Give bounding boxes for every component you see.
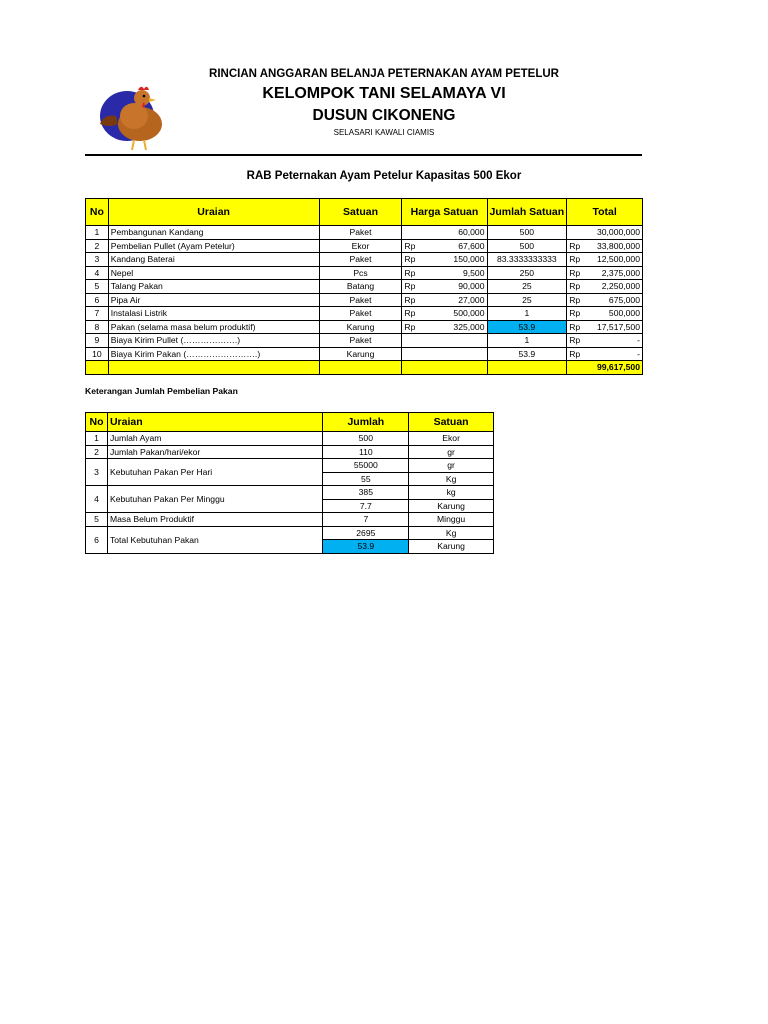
cell-total (567, 347, 643, 361)
cell-harga-value: 500,000 (453, 308, 485, 319)
cell-no: 6 (86, 293, 109, 307)
cell-satuan: Karung (409, 540, 494, 554)
cell-uraian: Kandang Baterai (108, 253, 319, 267)
cell-uraian: Biaya Kirim Pakan (…………………….) (108, 347, 319, 361)
pakan-table (85, 412, 494, 554)
currency-label: Rp (404, 254, 416, 265)
cell-total-value: 2,250,000 (601, 281, 640, 292)
cell-total-value: 30,000,000 (596, 227, 640, 238)
cell-harga (402, 334, 487, 348)
cell-jumlah: 25 (487, 280, 567, 294)
cell-satuan: Karung (319, 320, 402, 334)
rab-title: RAB Peternakan Ayam Petelur Kapasitas 500 Ekor (246, 170, 522, 182)
empty-cell (402, 361, 487, 375)
cell-uraian: Kebutuhan Pakan Per Hari (107, 459, 322, 486)
cell-no: 7 (86, 307, 109, 321)
cell-harga (402, 347, 487, 361)
col-satuan: Satuan (319, 199, 402, 226)
table-row (86, 226, 643, 240)
cell-uraian: Pembelian Pullet (Ayam Petelur) (108, 239, 319, 253)
cell-no: 5 (86, 513, 108, 527)
col-satuan: Satuan (409, 413, 494, 432)
cell-uraian: Kebutuhan Pakan Per Minggu (107, 486, 322, 513)
table-row (86, 266, 643, 280)
cell-harga (402, 293, 487, 307)
cell-jumlah: 1 (487, 334, 567, 348)
col-harga: Harga Satuan (402, 199, 487, 226)
cell-harga (402, 253, 487, 267)
cell-no: 10 (86, 347, 109, 361)
cell-harga-value: 67,600 (458, 240, 485, 251)
col-no: No (86, 413, 108, 432)
currency-label: Rp (404, 308, 416, 319)
cell-satuan: kg (409, 486, 494, 500)
cell-satuan: Paket (319, 307, 402, 321)
cell-uraian: Jumlah Ayam (107, 432, 322, 446)
cell-total (567, 280, 643, 294)
cell-jumlah: 83.3333333333 (487, 253, 567, 267)
cell-no: 2 (86, 239, 109, 253)
cell-harga-value: 60,000 (458, 227, 485, 238)
cell-jumlah: 500 (487, 226, 567, 240)
currency-label: Rp (404, 321, 416, 332)
table-row (86, 445, 494, 459)
cell-jumlah: 25 (487, 293, 567, 307)
cell-jumlah: 500 (487, 239, 567, 253)
cell-satuan: gr (409, 445, 494, 459)
grand-total: 99,617,500 (567, 361, 643, 375)
group-name: KELOMPOK TANI SELAMAYA VI (262, 85, 506, 102)
cell-no: 8 (86, 320, 109, 334)
cell-harga (402, 280, 487, 294)
cell-uraian: Jumlah Pakan/hari/ekor (107, 445, 322, 459)
cell-jumlah: 2695 (323, 526, 409, 540)
cell-jumlah: 53.9 (487, 347, 567, 361)
table-row (86, 293, 643, 307)
cell-total-value: - (637, 348, 640, 359)
col-uraian: Uraian (107, 413, 322, 432)
currency-label: Rp (404, 281, 416, 292)
cell-harga-value: 325,000 (453, 321, 485, 332)
cell-total-value: 17,517,500 (596, 321, 640, 332)
currency-label: Rp (569, 321, 581, 332)
cell-total-value: 675,000 (608, 294, 640, 305)
cell-uraian: Pipa Air (108, 293, 319, 307)
cell-total-value: - (637, 335, 640, 346)
cell-satuan: Karung (319, 347, 402, 361)
cell-no: 4 (86, 486, 108, 513)
grand-total-row (86, 361, 643, 375)
cell-uraian: Talang Pakan (108, 280, 319, 294)
cell-jumlah: 53.9 (487, 320, 567, 334)
empty-cell (108, 361, 319, 375)
table-row (86, 432, 494, 446)
location-text: SELASARI KAWALI CIAMIS (333, 128, 435, 137)
empty-cell (487, 361, 567, 375)
cell-harga (402, 226, 487, 240)
pakan-title: Keterangan Jumlah Pembelian Pakan (85, 386, 238, 396)
currency-label: Rp (569, 348, 581, 359)
cell-satuan: Paket (319, 253, 402, 267)
cell-uraian: Biaya Kirim Pullet (……………….) (108, 334, 319, 348)
cell-uraian: Pakan (selama masa belum produktif) (108, 320, 319, 334)
cell-harga (402, 307, 487, 321)
cell-jumlah: 55000 (323, 459, 409, 473)
cell-total (567, 320, 643, 334)
table-row (86, 347, 643, 361)
cell-jumlah: 53.9 (323, 540, 409, 554)
cell-satuan: Ekor (409, 432, 494, 446)
cell-harga-value: 9,500 (462, 267, 485, 278)
cell-harga (402, 266, 487, 280)
cell-satuan: Minggu (409, 513, 494, 527)
cell-total (567, 266, 643, 280)
cell-harga-value: 90,000 (458, 281, 485, 292)
cell-no: 5 (86, 280, 109, 294)
header-divider (85, 154, 642, 156)
cell-no: 3 (86, 253, 109, 267)
cell-no: 1 (86, 432, 108, 446)
cell-jumlah: 7 (323, 513, 409, 527)
table-row (86, 280, 643, 294)
cell-satuan: Paket (319, 334, 402, 348)
cell-no: 6 (86, 526, 108, 553)
empty-cell (319, 361, 402, 375)
table-row (86, 253, 643, 267)
cell-jumlah: 7.7 (323, 499, 409, 513)
cell-jumlah: 55 (323, 472, 409, 486)
currency-label: Rp (404, 294, 416, 305)
table-row (86, 459, 494, 473)
table-row (86, 526, 494, 540)
currency-label: Rp (404, 267, 416, 278)
cell-satuan: Karung (409, 499, 494, 513)
cell-no: 9 (86, 334, 109, 348)
cell-total (567, 226, 643, 240)
table-row (86, 513, 494, 527)
cell-total (567, 334, 643, 348)
cell-total (567, 293, 643, 307)
cell-uraian: Total Kebutuhan Pakan (107, 526, 322, 553)
col-total: Total (567, 199, 643, 226)
currency-label: Rp (569, 240, 581, 251)
cell-jumlah: 1 (487, 307, 567, 321)
cell-satuan: Kg (409, 472, 494, 486)
currency-label: Rp (569, 254, 581, 265)
cell-satuan: Paket (319, 293, 402, 307)
rab-header-row (86, 199, 643, 226)
table-row (86, 307, 643, 321)
cell-harga (402, 239, 487, 253)
cell-total-value: 2,375,000 (601, 267, 640, 278)
cell-harga-value: 27,000 (458, 294, 485, 305)
cell-total-value: 12,500,000 (596, 254, 640, 265)
table-row (86, 320, 643, 334)
cell-jumlah: 250 (487, 266, 567, 280)
report-heading: RINCIAN ANGGARAN BELANJA PETERNAKAN AYAM PETELUR (209, 68, 559, 80)
col-uraian: Uraian (108, 199, 319, 226)
pakan-header-row (86, 413, 494, 432)
cell-satuan: Pcs (319, 266, 402, 280)
cell-no: 4 (86, 266, 109, 280)
cell-harga (402, 320, 487, 334)
currency-label: Rp (569, 335, 581, 346)
cell-satuan: gr (409, 459, 494, 473)
cell-uraian: Pembangunan Kandang (108, 226, 319, 240)
cell-total (567, 253, 643, 267)
empty-cell (86, 361, 109, 375)
rab-table (85, 198, 643, 375)
cell-no: 1 (86, 226, 109, 240)
cell-harga-value: 150,000 (453, 254, 485, 265)
village-name: DUSUN CIKONENG (312, 107, 456, 124)
cell-no: 2 (86, 445, 108, 459)
cell-jumlah: 500 (323, 432, 409, 446)
cell-total (567, 239, 643, 253)
cell-total-value: 33,800,000 (596, 240, 640, 251)
cell-no: 3 (86, 459, 108, 486)
cell-satuan: Paket (319, 226, 402, 240)
currency-label: Rp (569, 294, 581, 305)
cell-jumlah: 110 (323, 445, 409, 459)
cell-uraian: Masa Belum Produktif (107, 513, 322, 527)
currency-label: Rp (569, 267, 581, 278)
cell-total-value: 500,000 (608, 308, 640, 319)
cell-satuan: Batang (319, 280, 402, 294)
cell-jumlah: 385 (323, 486, 409, 500)
cell-uraian: Instalasi Listrik (108, 307, 319, 321)
col-jumlah: Jumlah (323, 413, 409, 432)
currency-label: Rp (569, 281, 581, 292)
table-row (86, 334, 643, 348)
cell-satuan: Ekor (319, 239, 402, 253)
cell-satuan: Kg (409, 526, 494, 540)
col-no: No (86, 199, 109, 226)
cell-uraian: Nepel (108, 266, 319, 280)
table-row (86, 239, 643, 253)
currency-label: Rp (569, 308, 581, 319)
currency-label: Rp (404, 240, 416, 251)
cell-total (567, 307, 643, 321)
table-row (86, 486, 494, 500)
col-jumlah: Jumlah Satuan (487, 199, 567, 226)
